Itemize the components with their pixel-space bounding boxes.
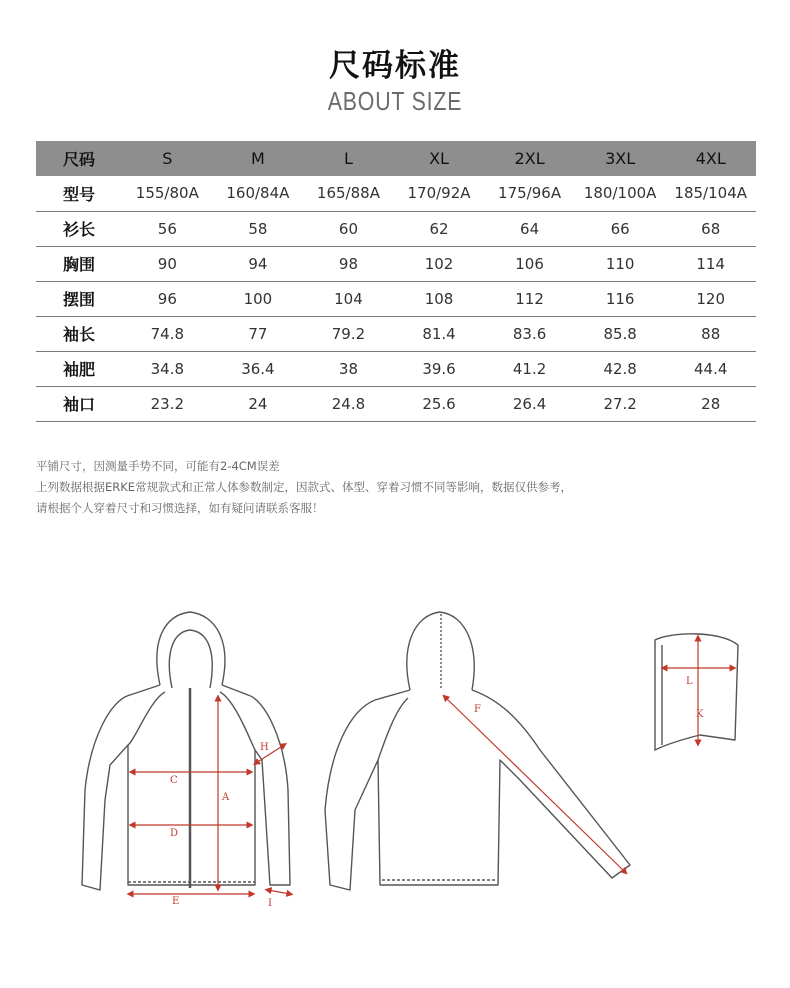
measure-label-c: C <box>170 775 178 786</box>
table-header-row <box>36 141 756 176</box>
table-row <box>36 246 756 281</box>
table-header-size: L <box>303 141 394 176</box>
measure-line-f <box>445 697 625 872</box>
table-cell: 106 <box>484 246 575 281</box>
table-cell: 34.8 <box>122 351 213 386</box>
row-label: 袖肥 <box>36 351 122 386</box>
table-cell: 83.6 <box>484 316 575 351</box>
table-cell: 112 <box>484 281 575 316</box>
table-header-size: 4XL <box>665 141 756 176</box>
measure-label-l: L <box>686 676 693 687</box>
table-cell: 185/104A <box>665 176 756 211</box>
note-line: 上列数据根据ERKE常规款式和正常人体参数制定，因款式、体型、穿着习惯不同等影响，数据仅供参考， <box>36 480 573 494</box>
table-cell: 64 <box>484 211 575 246</box>
table-cell: 62 <box>394 211 485 246</box>
row-label: 摆围 <box>36 281 122 316</box>
measurement-notes <box>36 456 756 519</box>
table-cell: 42.8 <box>575 351 666 386</box>
page-title: 尺码标准 <box>329 48 461 84</box>
table-cell: 94 <box>213 246 304 281</box>
note-line: 平铺尺寸，因测量手势不同，可能有2-4CM误差 <box>36 459 280 473</box>
table-row <box>36 386 756 421</box>
row-label: 袖口 <box>36 386 122 421</box>
table-cell: 60 <box>303 211 394 246</box>
table-cell: 77 <box>213 316 304 351</box>
jacket-illustration <box>0 600 790 940</box>
table-header-size: S <box>122 141 213 176</box>
table-cell: 28 <box>665 386 756 421</box>
table-cell: 102 <box>394 246 485 281</box>
table-cell: 165/88A <box>303 176 394 211</box>
table-cell: 85.8 <box>575 316 666 351</box>
measure-label-h: H <box>260 742 269 753</box>
row-label: 袖长 <box>36 316 122 351</box>
table-cell: 26.4 <box>484 386 575 421</box>
table-cell: 155/80A <box>122 176 213 211</box>
table-cell: 39.6 <box>394 351 485 386</box>
table-cell: 108 <box>394 281 485 316</box>
table-cell: 41.2 <box>484 351 575 386</box>
measure-label-a: A <box>222 792 230 803</box>
measurement-diagram <box>0 600 790 940</box>
table-cell: 160/84A <box>213 176 304 211</box>
table-cell: 66 <box>575 211 666 246</box>
table-cell: 104 <box>303 281 394 316</box>
table-cell: 56 <box>122 211 213 246</box>
table-cell: 24.8 <box>303 386 394 421</box>
table-cell: 68 <box>665 211 756 246</box>
table-cell: 24 <box>213 386 304 421</box>
table-cell: 116 <box>575 281 666 316</box>
table-header-corner: 尺码 <box>36 141 122 176</box>
table-cell: 170/92A <box>394 176 485 211</box>
table-row <box>36 316 756 351</box>
note-line: 请根据个人穿着尺寸和习惯选择，如有疑问请联系客服！ <box>36 501 324 515</box>
table-cell: 27.2 <box>575 386 666 421</box>
table-cell: 175/96A <box>484 176 575 211</box>
table-cell: 74.8 <box>122 316 213 351</box>
table-cell: 98 <box>303 246 394 281</box>
table-cell: 38 <box>303 351 394 386</box>
table-cell: 58 <box>213 211 304 246</box>
measure-line-i <box>268 890 290 894</box>
measure-label-d: D <box>170 828 179 839</box>
measure-label-k: K <box>696 709 704 720</box>
table-cell: 90 <box>122 246 213 281</box>
hood-outline <box>655 634 738 750</box>
table-cell: 36.4 <box>213 351 304 386</box>
measure-label-f: F <box>474 704 481 715</box>
page-subtitle: ABOUT SIZE <box>327 86 463 116</box>
table-cell: 81.4 <box>394 316 485 351</box>
table-cell: 120 <box>665 281 756 316</box>
front-jacket-outline <box>82 612 290 890</box>
back-jacket-outline <box>325 612 630 890</box>
table-row <box>36 176 756 211</box>
measure-label-e: E <box>172 896 180 907</box>
table-header-size: 2XL <box>484 141 575 176</box>
measure-label-i: I <box>268 898 272 909</box>
table-cell: 110 <box>575 246 666 281</box>
table-cell: 79.2 <box>303 316 394 351</box>
row-label: 胸围 <box>36 246 122 281</box>
table-header-size: 3XL <box>575 141 666 176</box>
table-cell: 23.2 <box>122 386 213 421</box>
size-chart-table <box>36 141 756 422</box>
row-label: 型号 <box>36 176 122 211</box>
table-cell: 25.6 <box>394 386 485 421</box>
table-cell: 180/100A <box>575 176 666 211</box>
table-header-size: M <box>213 141 304 176</box>
table-row <box>36 211 756 246</box>
table-header-size: XL <box>394 141 485 176</box>
table-cell: 88 <box>665 316 756 351</box>
table-cell: 96 <box>122 281 213 316</box>
table-cell: 44.4 <box>665 351 756 386</box>
table-cell: 114 <box>665 246 756 281</box>
table-cell: 100 <box>213 281 304 316</box>
row-label: 衫长 <box>36 211 122 246</box>
table-row <box>36 351 756 386</box>
table-row <box>36 281 756 316</box>
